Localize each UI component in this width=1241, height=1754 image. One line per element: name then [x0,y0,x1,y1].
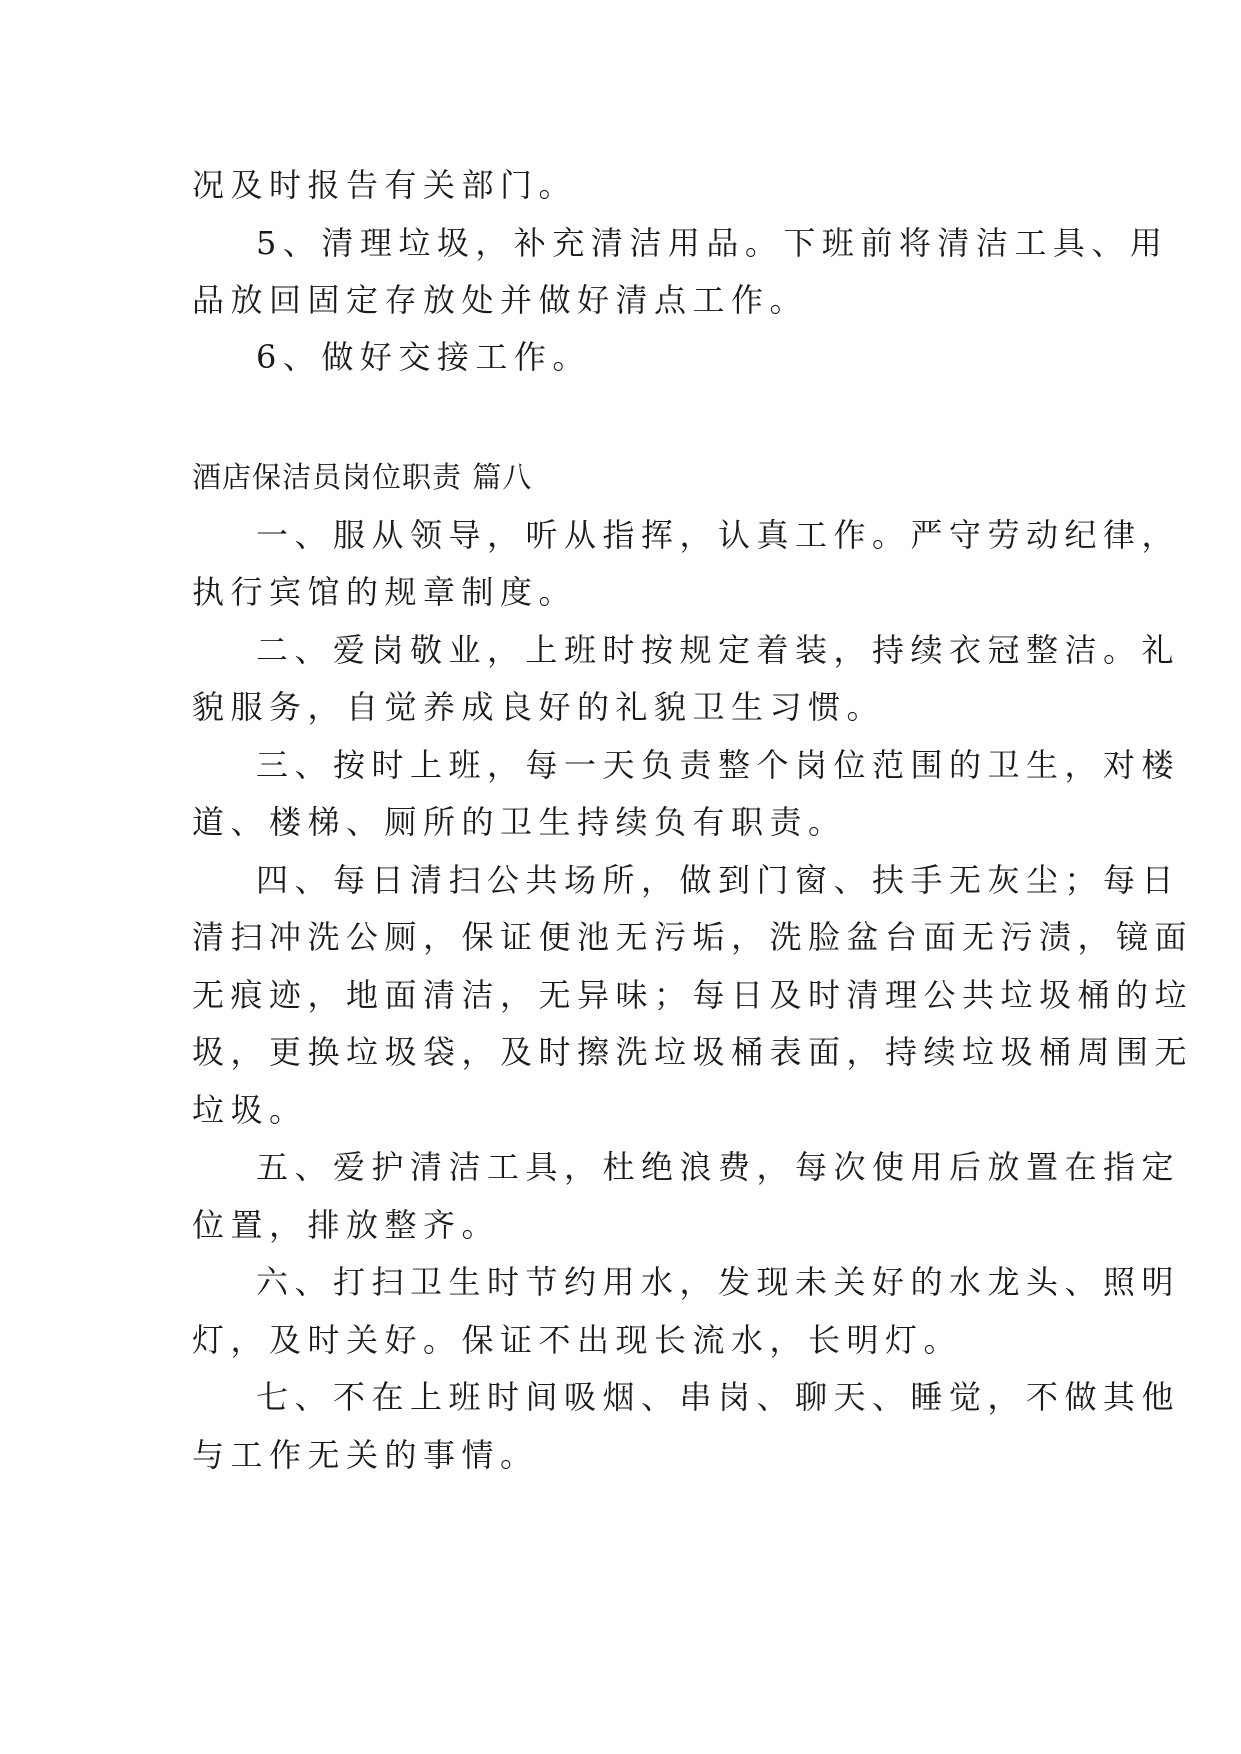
text-line: 执行宾馆的规章制度。 [192,573,578,611]
text-line: 五、爱护清洁工具，杜绝浪费，每次使用后放置在指定 [256,1148,1181,1186]
text-line: 圾，更换垃圾袋，及时擦洗垃圾桶表面，持续垃圾桶周围无 [192,1033,1194,1071]
text-line: 品放回固定存放处并做好清点工作。 [192,281,809,319]
text-line: 清扫冲洗公厕，保证便池无污垢，洗脸盆台面无污渍，镜面 [192,918,1194,956]
text-line: 5、清理垃圾，补充清洁用品。下班前将清洁工具、用 [256,224,1169,262]
section-heading: 酒店保洁员岗位职责 篇八 [192,460,533,494]
text-line: 二、爱岗敬业，上班时按规定着装，持续衣冠整洁。礼 [256,631,1181,669]
text-line: 六、打扫卫生时节约用水，发现未关好的水龙头、照明 [256,1263,1181,1301]
text-line: 四、每日清扫公共场所，做到门窗、扶手无灰尘；每日 [256,861,1181,899]
text-line: 貌服务，自觉养成良好的礼貌卫生习惯。 [192,688,886,726]
text-line: 七、不在上班时间吸烟、串岗、聊天、睡觉，不做其他 [256,1378,1181,1416]
text-line: 灯，及时关好。保证不出现长流水，长明灯。 [192,1321,963,1359]
text-line: 位置，排放整齐。 [192,1206,501,1244]
text-line: 6、做好交接工作。 [256,338,591,376]
text-line: 道、楼梯、厕所的卫生持续负有职责。 [192,803,847,841]
text-line: 垃圾。 [192,1091,308,1129]
text-line: 况及时报告有关部门。 [192,166,578,204]
text-line: 与工作无关的事情。 [192,1436,539,1474]
text-line: 三、按时上班，每一天负责整个岗位范围的卫生，对楼 [256,746,1181,784]
text-line: 无痕迹，地面清洁，无异味；每日及时清理公共垃圾桶的垃 [192,976,1194,1014]
text-line: 一、服从领导，听从指挥，认真工作。严守劳动纪律， [256,516,1181,554]
